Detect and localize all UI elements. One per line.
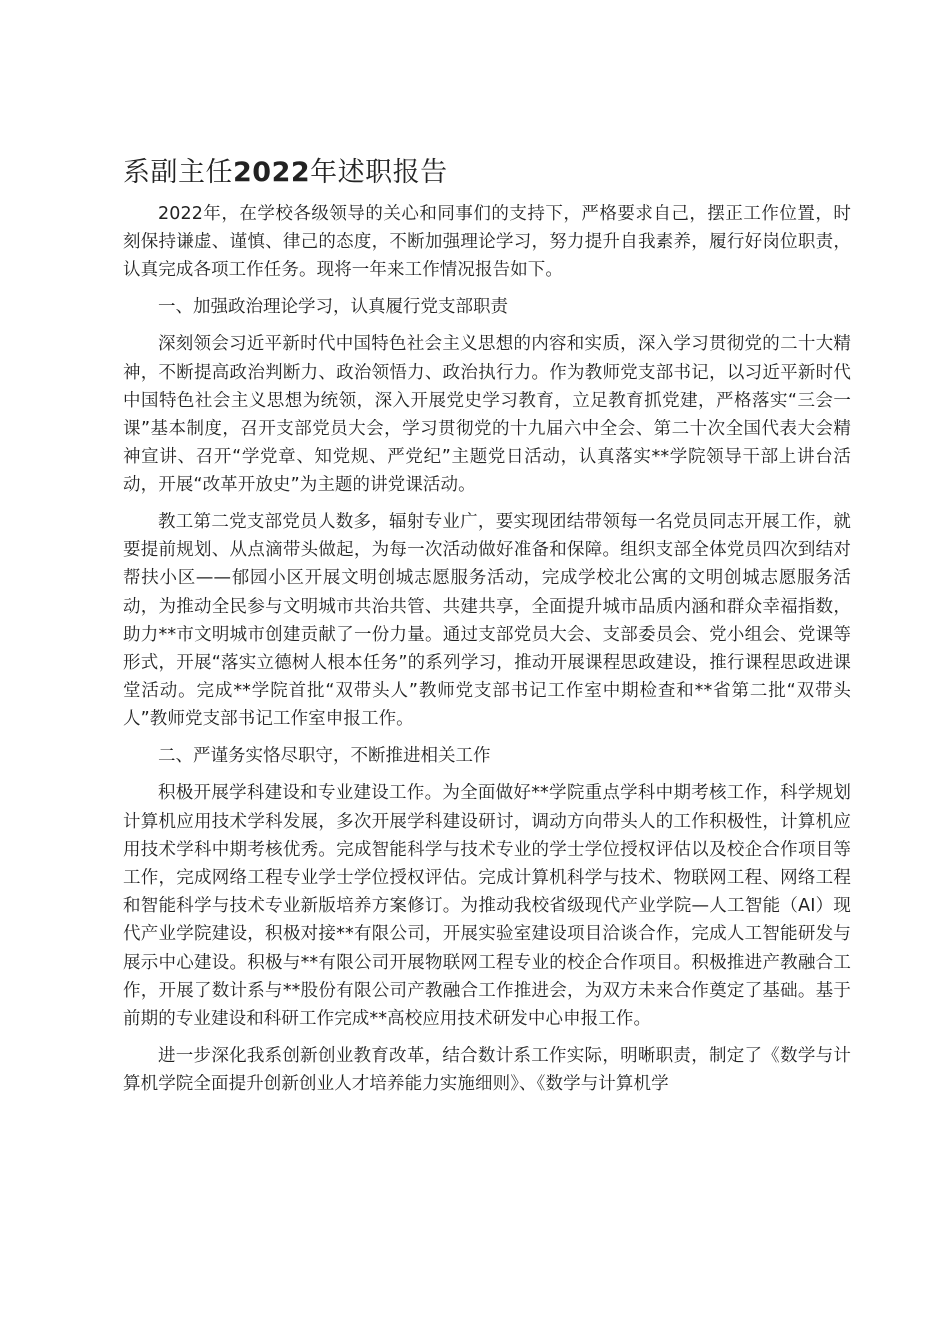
section-1-paragraph-2: 教工第二党支部党员人数多，辐射专业广，要实现团结带领每一名党员同志开展工作，就要提前规划、从点滴带头做起，为每一次活动做好准备和保障。组织支部全体党员四次到结对帮扶小区——郁园小区开展文明创城志愿服务活动，完成学校北公寓的文明创城志愿服务活动，为推动全民参与文明城市共治共管、共建共享，全面提升城市品质内涵和群众幸福指数，助力**市文明城市创建贡献了一份力量。通过支部党员大会、支部委员会、党小组会、党课等形式，开展“落实立德树人根本任务”的系列学习，推动开展课程思政建设，推行课程思政进课堂活动。完成**学院首批“双带头人”教师党支部书记工作室中期检查和**省第二批“双带头人”教师党支部书记工作室申报工作。 bbox=[123, 512, 851, 730]
intro-paragraph: 2022年，在学校各级领导的关心和同事们的支持下，严格要求自己，摆正工作位置，时刻保持谦虚、谨慎、律己的态度，不断加强理论学习，努力提升自我素养，履行好岗位职责，认真完成各项工作任务。现将一年来工作情况报告如下。 bbox=[123, 204, 851, 281]
section-1-heading: 一、加强政治理论学习，认真履行党支部职责 bbox=[158, 297, 508, 318]
title-year: 2022 bbox=[233, 157, 311, 188]
document-page bbox=[123, 150, 851, 1107]
section-2-paragraph-1: 积极开展学科建设和专业建设工作。为全面做好**学院重点学科中期考核工作，科学规划计算机应用技术学科发展，多次开展学科建设研讨，调动方向带头人的工作积极性，计算机应用技术学科中期考核优秀。完成智能科学与技术专业的学士学位授权评估以及校企合作项目等工作，完成网络工程专业学士学位授权评估。完成计算机科学与技术、物联网工程、网络工程和智能科学与技术专业新版培养方案修订。为推动我校省级现代产业学院—人工智能（AI）现代产业学院建设，积极对接**有限公司，开展实验室建设项目洽谈合作，完成人工智能研发与展示中心建设。积极与**有限公司开展物联网工程专业的校企合作项目。积极推进产教融合工作，开展了数计系与**股份有限公司产教融合工作推进会，为双方未来合作奠定了基础。基于前期的专业建设和科研工作完成**高校应用技术研发中心申报工作。 bbox=[123, 783, 851, 1029]
section-2-paragraph-2: 进一步深化我系创新创业教育改革，结合数计系工作实际，明晰职责，制定了《数学与计算机学院全面提升创新创业人才培养能力实施细则》、《数学与计算机学 bbox=[123, 1045, 851, 1094]
section-2-heading: 二、严谨务实恪尽职守，不断推进相关工作 bbox=[158, 746, 491, 767]
section-1-paragraph-1: 深刻领会习近平新时代中国特色社会主义思想的内容和实质，深入学习贯彻党的二十大精神，不断提高政治判断力、政治领悟力、政治执行力。作为教师党支部书记，以习近平新时代中国特色社会主义思想为统领，深入开展党史学习教育，立足教育抓党建，严格落实“三会一课”基本制度，召开支部党员大会，学习贯彻党的十九届六中全会、第二十次全国代表大会精神宣讲、召开“学党章、知党规、严党纪”主题党日活动，认真落实**学院领导干部上讲台活动，开展“改革开放史”为主题的讲党课活动。 bbox=[123, 334, 851, 496]
title-suffix: 年述职报告 bbox=[310, 157, 448, 188]
document-title bbox=[123, 150, 851, 196]
title-prefix: 系副主任 bbox=[123, 157, 233, 188]
